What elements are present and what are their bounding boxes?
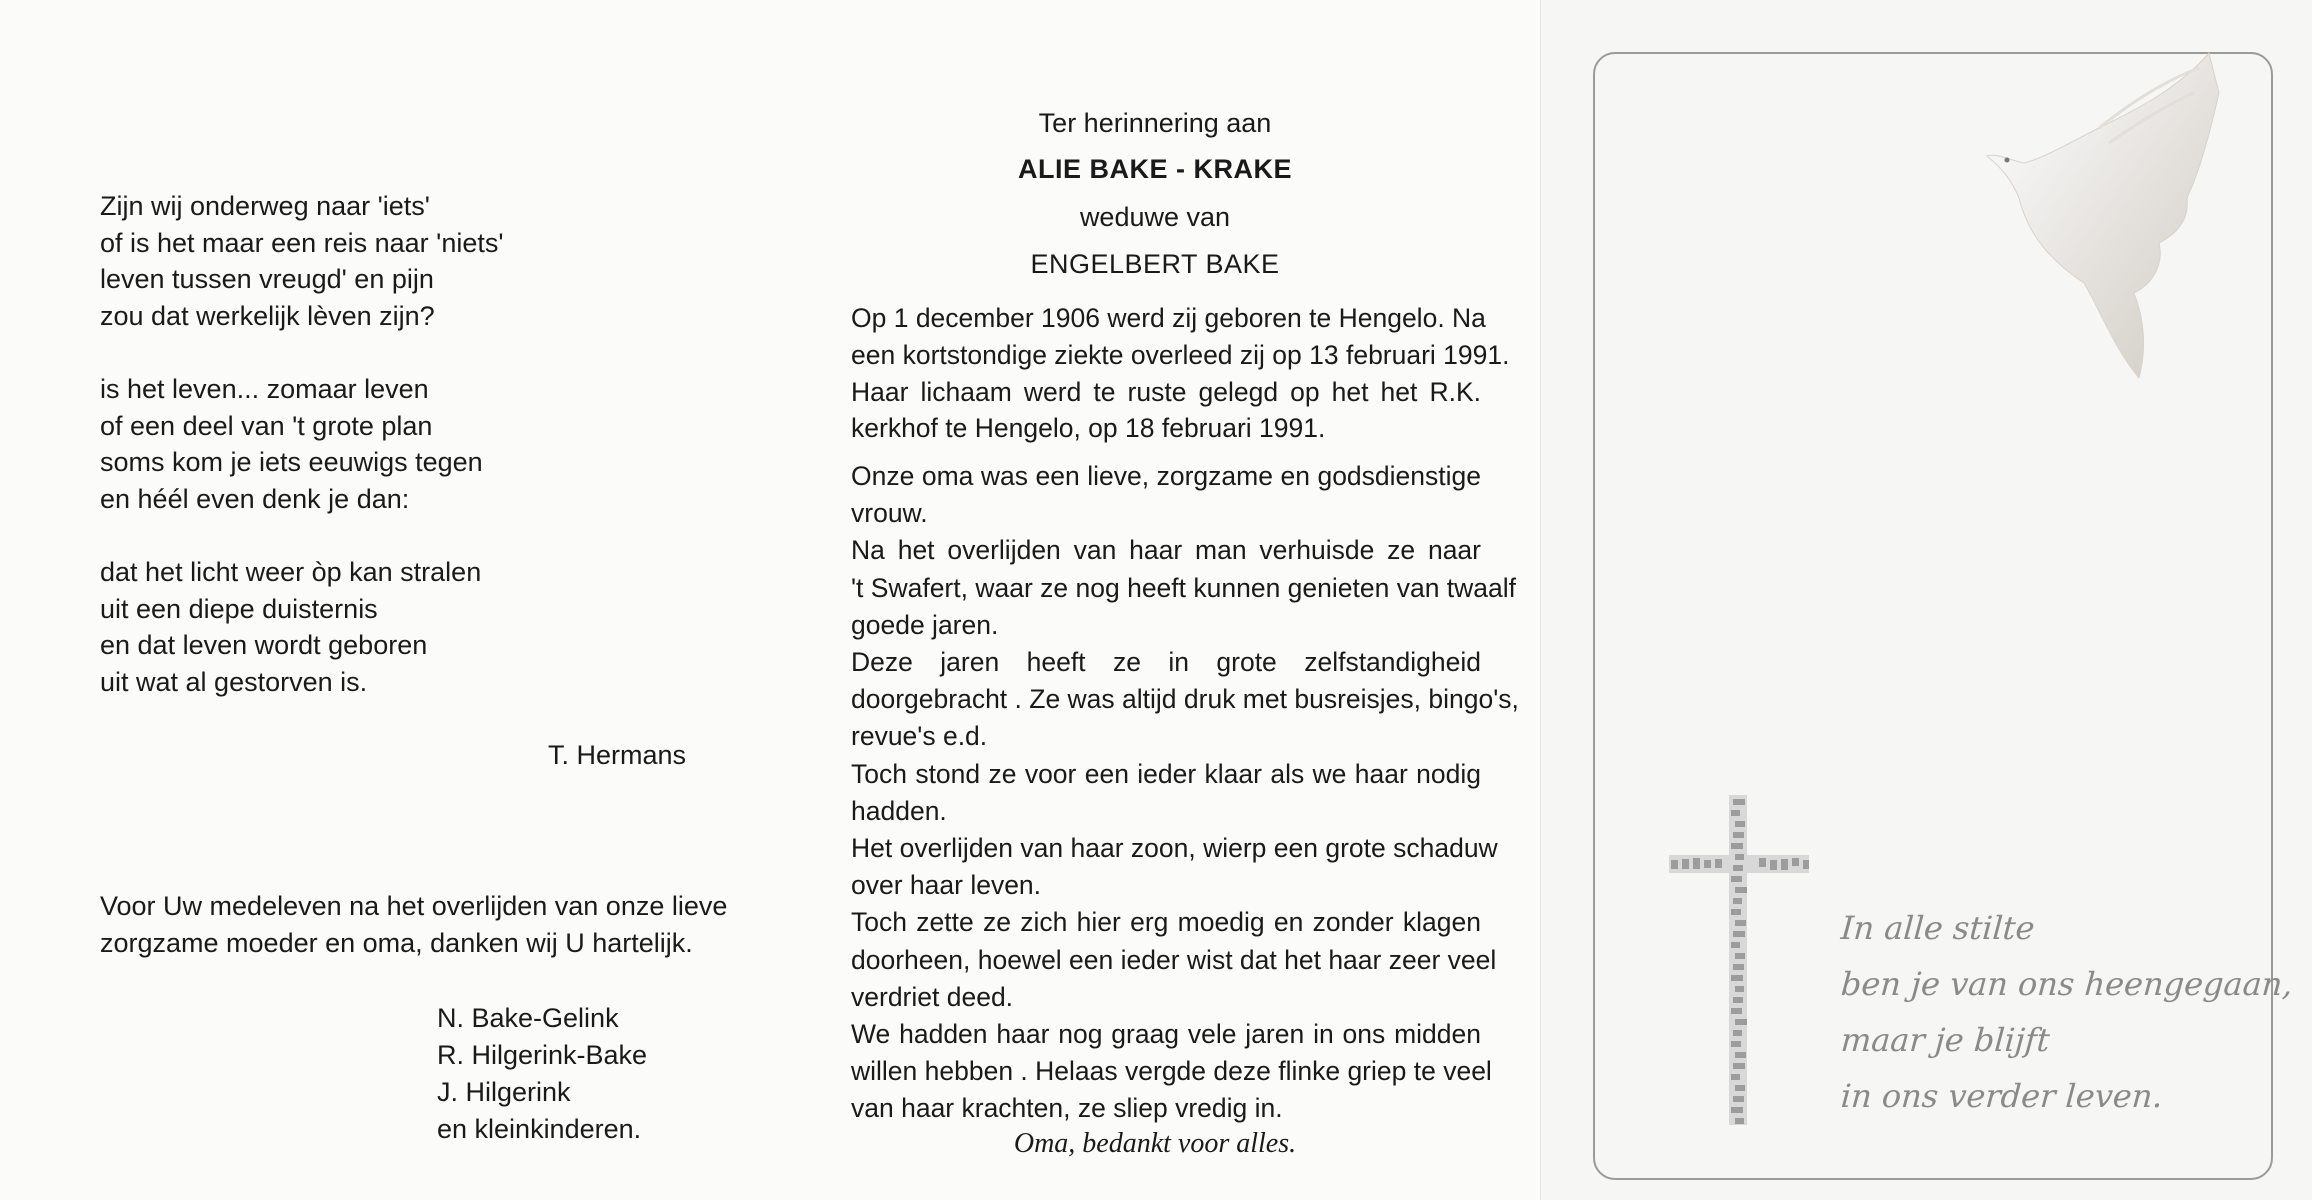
bio-life-block: [851, 458, 1519, 1128]
cross-texture-mark: [1731, 876, 1742, 882]
bio-line: 't Swafert, waar ze nog heeft kunnen genieten van twaalf: [851, 572, 1517, 603]
bio-line: Na het overlijden van haar man verhuisde ze naar: [851, 535, 1481, 566]
cross-texture-mark: [1731, 810, 1740, 816]
cross-texture-mark: [1735, 821, 1745, 827]
widow-of-text: weduwe van: [1079, 202, 1231, 232]
signer: R. Hilgerink-Bake: [437, 1040, 648, 1070]
poem-line: soms kom je iets eeuwigs tegen: [100, 447, 483, 477]
bio-line: doorheen, hoewel een ieder wist dat het haar zeer veel: [851, 944, 1497, 975]
poem-stanza-2: [100, 371, 504, 517]
cross-texture-mark: [1735, 1118, 1744, 1124]
bio-line: Het overlijden van haar zoon, wierp een grote schaduw: [851, 833, 1498, 864]
cross-texture-mark: [1731, 942, 1740, 948]
bio-line: verdriet deed.: [851, 981, 1014, 1012]
signer: N. Bake-Gelink: [437, 1003, 619, 1033]
cross-texture-mark: [1731, 1008, 1742, 1014]
cross-texture-mark: [1733, 997, 1743, 1003]
thanks-line: zorgzame moeder en oma, danken wij U hartelijk.: [100, 927, 693, 958]
bio-dates-block: [851, 300, 1510, 447]
cross-texture-mark: [1671, 860, 1678, 869]
bio-line: kerkhof te Hengelo, op 18 februari 1991.: [851, 413, 1326, 444]
cross-texture-mark: [1731, 1074, 1740, 1080]
cross-texture-mark: [1693, 858, 1700, 869]
bio-line: hadden.: [851, 795, 947, 826]
cross-texture-mark: [1731, 975, 1743, 981]
cross-texture-mark: [1735, 1019, 1747, 1025]
poem-line: is het leven... zomaar leven: [100, 374, 429, 404]
signer: en kleinkinderen.: [437, 1114, 642, 1144]
signers: [437, 1000, 647, 1148]
thanks-message: [100, 888, 727, 961]
cross-texture-mark: [1735, 986, 1744, 992]
cross-texture-mark: [1759, 858, 1766, 867]
poem-line: uit een diepe duisternis: [100, 593, 378, 624]
cross-texture-mark: [1735, 1085, 1745, 1091]
verse-line: in ons verder leven.: [1839, 1077, 2164, 1115]
poem-stanza-3: [100, 554, 504, 700]
intro-text: Ter herinnering aan: [1038, 108, 1272, 138]
cross-texture-mark: [1731, 1107, 1743, 1113]
bio-line: We hadden haar nog graag vele jaren in ons midden: [851, 1019, 1481, 1050]
verse-line: ben je van ons heengegaan,: [1839, 965, 2294, 1003]
poem-line: leven tussen vreugd' en pijn: [100, 264, 434, 294]
cross-texture-mark: [1781, 859, 1788, 870]
bio-line: Toch zette ze zich hier erg moedig en zonder klagen: [851, 907, 1481, 938]
bio-line: Onze oma was een lieve, zorgzame en godsdienstige: [851, 461, 1481, 491]
closing-line: Oma, bedankt voor alles.: [1013, 1128, 1297, 1159]
verse: [1841, 900, 2293, 1124]
poem-line: en dat leven wordt geboren: [100, 630, 428, 660]
cross-texture-mark: [1733, 1096, 1744, 1102]
signer: J. Hilgerink: [437, 1077, 571, 1107]
cross-texture-mark: [1792, 858, 1799, 866]
bio-line: Toch stond ze voor een ieder klaar als we haar nodig: [851, 758, 1481, 789]
thanks-line: Voor Uw medeleven na het overlijden van onze lieve: [100, 891, 728, 921]
cross-texture-mark: [1735, 920, 1746, 926]
deceased-name: ALIE BAKE - KRAKE: [1017, 154, 1292, 184]
cross-texture-mark: [1733, 832, 1744, 838]
cross-texture-mark: [1733, 931, 1745, 937]
right-page: [1540, 0, 2312, 1200]
cross-texture-mark: [1682, 859, 1689, 869]
cross-texture-mark: [1770, 860, 1777, 870]
husband-name: ENGELBERT BAKE: [1030, 249, 1280, 279]
middle-page: [770, 0, 1540, 1200]
cross-texture-mark: [1735, 887, 1747, 893]
cross-texture-mark: [1735, 953, 1745, 959]
bio-line: Haar lichaam werd te ruste gelegd op het het R.K.: [851, 376, 1481, 407]
cross-texture-mark: [1731, 843, 1743, 849]
bio-line: vrouw.: [851, 498, 928, 529]
cross-icon: [1669, 795, 1809, 1125]
cross-texture-mark: [1803, 860, 1809, 869]
bio-line: van haar krachten, ze sliep vredig in.: [851, 1093, 1283, 1124]
bio-line: een kortstondige ziekte overleed zij op 13 februari 1991.: [851, 339, 1510, 370]
bio-line: over haar leven.: [851, 870, 1042, 901]
cross-texture-mark: [1735, 1052, 1746, 1058]
left-page: [0, 0, 770, 1200]
poem-line: uit wat al gestorven is.: [100, 666, 368, 697]
poem-line: of is het maar een reis naar 'niets': [100, 227, 504, 258]
cross-texture-mark: [1735, 854, 1744, 860]
poem-line: of een deel van 't grote plan: [100, 410, 433, 441]
poem-stanza-1: [100, 188, 504, 334]
cross-texture-mark: [1733, 1063, 1745, 1069]
cross-texture-mark: [1731, 1041, 1741, 1047]
bio-line: Deze jaren heeft ze in grote zelfstandigheid: [851, 647, 1481, 678]
poem-line: Zijn wij onderweg naar 'iets': [100, 191, 430, 221]
bio-line: goede jaren.: [851, 609, 999, 640]
dove-icon: [1949, 48, 2249, 428]
poem-line: zou dat werkelijk lèven zijn?: [100, 300, 435, 331]
bio-line: Op 1 december 1906 werd zij geboren te Hengelo. Na: [851, 303, 1486, 333]
bio-line: willen hebben . Helaas vergde deze flinke griep te veel: [851, 1056, 1492, 1087]
verse-line: maar je blijft: [1839, 1021, 2051, 1059]
cross-texture-mark: [1733, 1030, 1742, 1036]
bio-line: revue's e.d.: [851, 721, 988, 752]
cross-texture-mark: [1733, 964, 1744, 970]
verse-line: In alle stilte: [1839, 909, 2036, 947]
cross-texture-mark: [1733, 865, 1743, 871]
cross-texture-mark: [1704, 860, 1711, 868]
poem: [100, 188, 504, 737]
poem-line: dat het licht weer òp kan stralen: [100, 557, 482, 587]
poem-line: en héél even denk je dan:: [100, 483, 410, 514]
cross-texture-mark: [1731, 909, 1741, 915]
poem-author: T. Hermans: [548, 740, 687, 770]
cross-texture-mark: [1715, 859, 1722, 868]
cross-texture-mark: [1733, 898, 1742, 904]
bio-line: doorgebracht . Ze was altijd druk met busreisjes, bingo's,: [851, 684, 1519, 715]
cross-texture-mark: [1733, 799, 1745, 805]
